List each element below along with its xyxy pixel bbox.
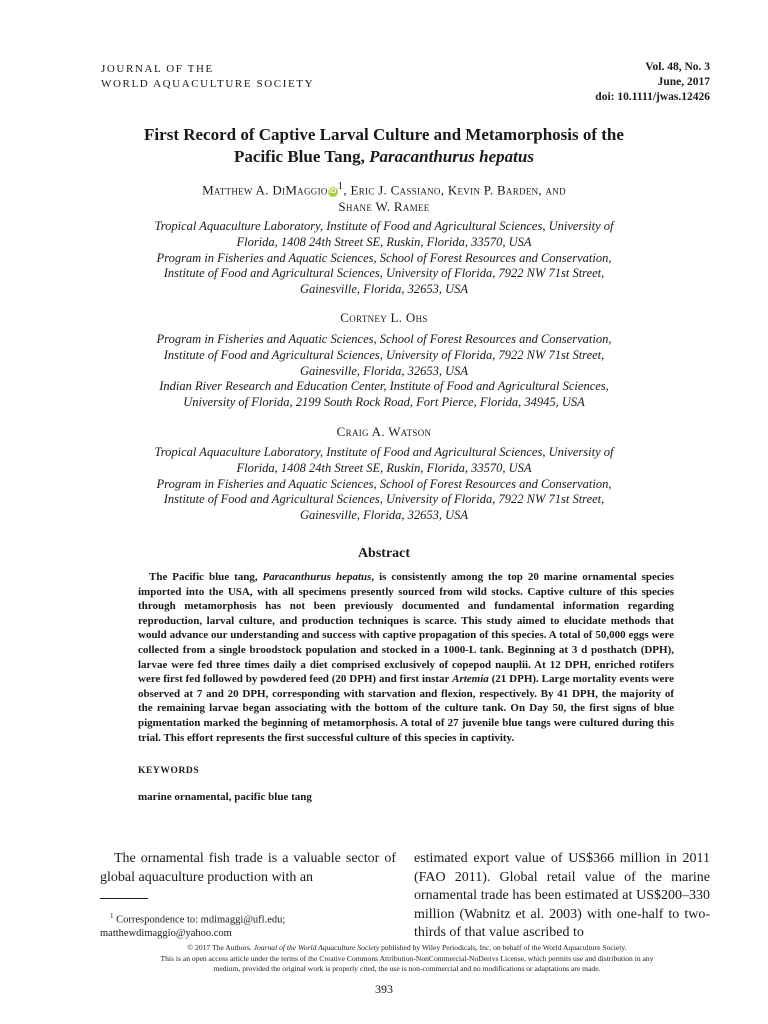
affiliation-line: Gainesville, Florida, 32653, USA [299, 282, 469, 297]
affiliation-line: Indian River Research and Education Center, Institute of Food and Agricultural Sciences, [159, 379, 609, 394]
abstract-artemia: Artemia [452, 673, 489, 686]
footnote-mark: 1 [110, 912, 114, 920]
body-column-right: estimated export value of US$366 million in 2011 (FAO 2011). Global retail value of the marine ornamental trade has been estimated at US$200–330 million (Wabnitz et al. 2003) with one-half to two-thirds of that value ascribed to [414, 851, 710, 940]
abstract-species-name: Paracanthurus hepatus [262, 571, 372, 583]
license-journal-name: Journal of the World Aquaculture Society [253, 943, 380, 952]
title-line1: First Record of Captive Larval Culture and Metamorphosis of the [144, 125, 624, 144]
copyright-text: © 2017 The Authors. [187, 943, 254, 952]
issue-date: June, 2017 [657, 76, 710, 88]
issue-info [595, 60, 710, 105]
affiliation-line: Program in Fisheries and Aquatic Sciences, School of Forest Resources and Conservation, [156, 476, 612, 491]
page-number: 393 [375, 982, 393, 996]
affiliation-line: Tropical Aquaculture Laboratory, Institute of Food and Agricultural Sciences, University of [154, 445, 614, 459]
affiliation-line: Institute of Food and Agricultural Sciences, University of Florida, 7922 NW 71st Street, [163, 266, 605, 281]
author-ohs[interactable]: Cortney L. Ohs [340, 310, 428, 325]
footnote-marker[interactable]: 1 [337, 180, 344, 192]
affiliation-line: Florida, 1408 24th Street SE, Ruskin, Florida, 33570, USA [236, 460, 532, 475]
license-line1 [100, 943, 714, 954]
footnote-text[interactable]: Correspondence to: mdimaggi@ufl.edu; matthewdimaggio@yahoo.com [100, 914, 286, 939]
license-line3: medium, provided the original work is properly cited, the use is non-commercial and no modifications or adaptations are made. [213, 964, 601, 973]
license-line2[interactable]: This is an open access article under the terms of the Creative Commons Attribution-NonCommercial-NoDerivs License, which permits use and distribution in any [160, 953, 654, 963]
author-line1 [80, 178, 688, 198]
affiliations-2 [100, 332, 668, 411]
keywords-list: marine ornamental, pacific blue tang [138, 791, 312, 803]
author-line2[interactable]: Shane W. Ramee [338, 199, 430, 215]
affiliation-line: Florida, 1408 24th Street SE, Ruskin, Florida, 33570, USA [236, 234, 532, 249]
license-notice [100, 943, 714, 975]
journal-name-line2: WORLD AQUACULTURE SOCIETY [101, 78, 315, 90]
abstract-heading: Abstract [357, 546, 411, 561]
title-common-name: Pacific Blue Tang, [234, 147, 370, 166]
coauthors[interactable]: , Eric J. Cassiano, Kevin P. Barden, and [343, 182, 566, 198]
volume-number: Vol. 48, No. 3 [645, 61, 710, 73]
affiliation-line: University of Florida, 2199 South Rock Road, Fort Pierce, Florida, 34945, USA [183, 395, 585, 410]
journal-name-line1: JOURNAL OF THE [101, 63, 214, 75]
orcid-icon[interactable]: iD [328, 188, 337, 196]
title-species-name: Paracanthurus hepatus [369, 147, 534, 166]
footnote-divider [100, 898, 148, 899]
journal-name [101, 62, 314, 92]
affiliation-line: Gainesville, Florida, 32653, USA [299, 363, 469, 378]
affiliation-line: Program in Fisheries and Aquatic Sciences, School of Forest Resources and Conservation, [156, 250, 612, 265]
affiliations-3 [100, 445, 668, 524]
affiliation-line: Institute of Food and Agricultural Sciences, University of Florida, 7922 NW 71st Street, [163, 347, 605, 362]
abstract-segment: The Pacific blue tang, [149, 571, 263, 583]
abstract-text [138, 570, 674, 745]
affiliations-1 [100, 219, 668, 298]
article-title [80, 124, 688, 168]
author-list-1 [80, 178, 688, 215]
affiliation-line: Gainesville, Florida, 32653, USA [299, 508, 469, 523]
publisher-text: published by Wiley Periodicals, Inc. on behalf of the World Aquaculture Society. [379, 943, 627, 952]
keywords-heading: KEYWORDS [138, 766, 200, 776]
abstract-segment: (21 DPH). Large mortality events were observed at 7 and 20 DPH, corresponding with starvation and flexion, respectively. By 41 DPH, the majority of the remaining larvae began associating with the bottom of the culture tank. On Day 50, the first signs of blue pigmentation marked the beginning of metamorphosis. A total of 27 juvenile blue tangs were cultured during this trial. This effort represents the first successful culture of this species in captivity. [138, 673, 675, 744]
title-line2 [80, 146, 688, 168]
doi[interactable]: doi: 10.1111/jwas.12426 [595, 91, 710, 103]
author-watson[interactable]: Craig A. Watson [336, 424, 432, 439]
footnote [100, 910, 396, 940]
abstract-segment: , is consistently among the top 20 marine ornamental species imported into the USA, with all specimens presently sourced from wild stocks. Captive culture of this species through metamorphosis has not been previously documented and fundamental information regarding reproduction, larval culture, and production techniques is scarce. This study aimed to elucidate methods that would advance our understanding and success with captive propagation of this species. A total of 50,000 eggs were collected from a single broodstock population and stocked in a 1000-L tank. Beginning at 3 d posthatch (DPH), larvae were fed three times daily a diet comprised exclusively of copepod nauplii. At 12 DPH, enriched rotifers were first fed followed by powdered feed (20 DPH) and first instar [138, 571, 674, 686]
author-dimaggio[interactable]: Matthew A. DiMaggio [202, 182, 328, 198]
affiliation-line: Tropical Aquaculture Laboratory, Institute of Food and Agricultural Sciences, University of [154, 219, 614, 233]
affiliation-line: Program in Fisheries and Aquatic Sciences, School of Forest Resources and Conservation, [156, 332, 612, 346]
affiliation-line: Institute of Food and Agricultural Sciences, University of Florida, 7922 NW 71st Street, [163, 492, 605, 507]
body-column-left: The ornamental fish trade is a valuable sector of global aquaculture production with an [100, 851, 396, 885]
